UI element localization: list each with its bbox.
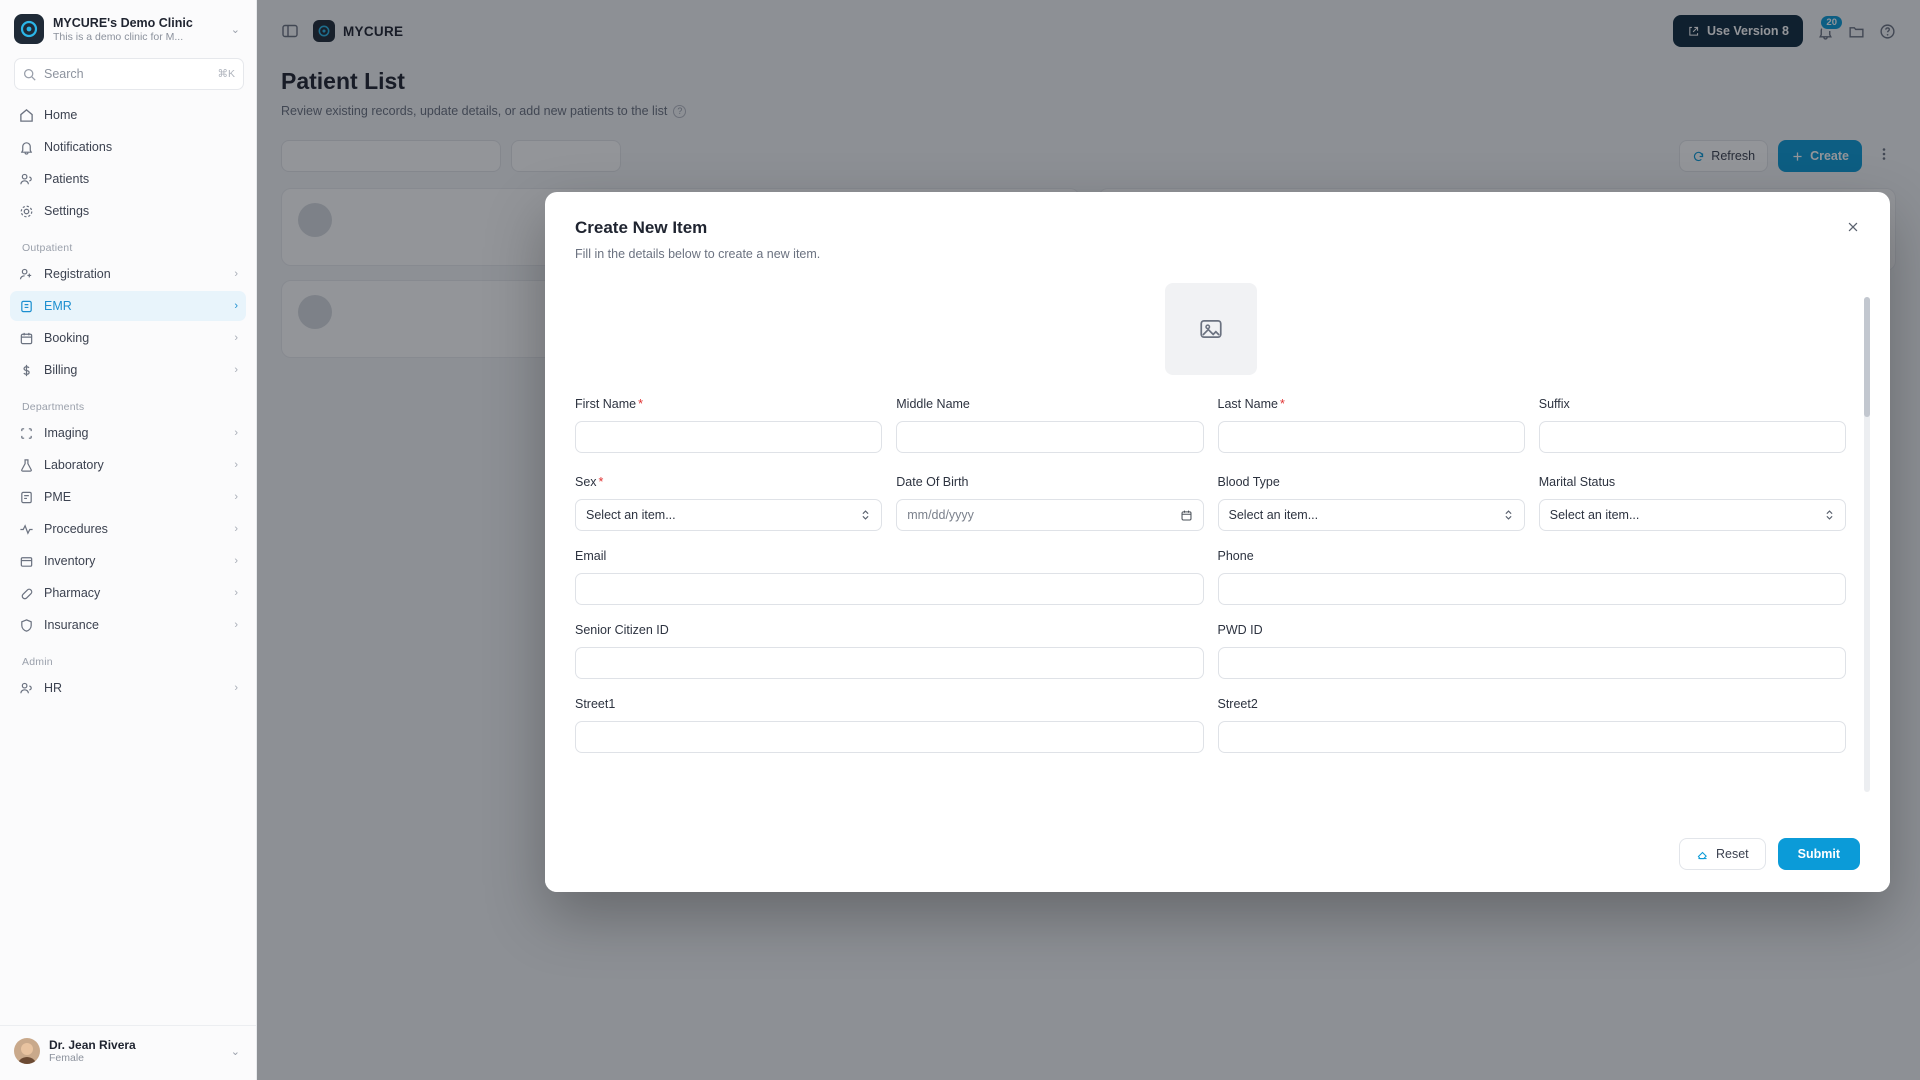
date-of-birth-input[interactable]: [896, 499, 1203, 531]
sidebar-item-home[interactable]: [10, 100, 246, 130]
sidebar-item-label: Laboratory: [44, 458, 104, 472]
dialog-title: Create New Item: [575, 218, 708, 237]
demographics-fields-row: [575, 475, 1846, 531]
field-marital-status: [1539, 475, 1846, 531]
search-placeholder: Search: [44, 67, 84, 81]
field-street1: [575, 697, 1204, 753]
clipped-fields-row: [575, 771, 1846, 781]
sidebar-item-label: Procedures: [44, 522, 108, 536]
dialog-description: Fill in the details below to create a new item.: [575, 247, 821, 261]
field-date-of-birth: [896, 475, 1203, 531]
clinic-logo-icon: [14, 14, 44, 44]
last-name-input[interactable]: [1218, 421, 1525, 453]
address-fields-row: [575, 697, 1846, 753]
suffix-label: Suffix: [1538, 397, 1570, 411]
chevron-updown-icon: ⌄: [230, 23, 240, 36]
sidebar-item-emr[interactable]: [10, 291, 246, 321]
shield-icon: [18, 618, 34, 633]
sidebar-item-label: Booking: [44, 331, 90, 345]
name-fields-row: [575, 397, 1846, 453]
marital-status-label: Marital Status: [1538, 475, 1616, 489]
user-plus-icon: [18, 267, 34, 282]
sidebar-item-booking[interactable]: [10, 323, 246, 353]
dialog-footer: [545, 824, 1890, 892]
sidebar-item-label: Notifications: [44, 140, 113, 154]
pwd-id-input[interactable]: [1218, 647, 1847, 679]
middle-name-label: Middle Name: [896, 397, 970, 411]
box-icon: [18, 554, 34, 569]
calendar-icon[interactable]: [1180, 509, 1193, 522]
user-role: Female: [49, 1052, 85, 1064]
street2-label: Street2: [1217, 697, 1258, 711]
clinic-switcher[interactable]: [0, 0, 256, 54]
sidebar-item-label: Imaging: [44, 426, 89, 440]
contact-fields-row: [575, 549, 1846, 605]
sidebar-item-label: Settings: [44, 204, 90, 218]
sidebar: [0, 0, 257, 1080]
field-first-name: [575, 397, 882, 453]
sidebar-item-imaging[interactable]: [10, 418, 246, 448]
chevron-right-icon: ›: [234, 619, 238, 631]
image-upload-placeholder[interactable]: [1165, 283, 1257, 375]
primary-nav: [0, 100, 256, 705]
sidebar-item-label: HR: [44, 681, 63, 695]
question-icon[interactable]: ?: [673, 105, 686, 118]
sidebar-item-label: Billing: [44, 363, 78, 377]
create-label: Create: [1810, 149, 1849, 163]
chevron-updown-icon: ⌄: [230, 1045, 240, 1058]
app-name: MYCURE: [343, 23, 404, 39]
pill-icon: [18, 586, 34, 601]
reset-button[interactable]: [1679, 838, 1766, 870]
blood-type-label: Blood Type: [1217, 475, 1280, 489]
flask-icon: [18, 458, 34, 473]
sidebar-item-insurance[interactable]: [10, 610, 246, 640]
field-last-name: [1218, 397, 1525, 453]
clipped-label: [1432, 771, 1846, 781]
sidebar-item-hr[interactable]: [10, 673, 246, 703]
sex-select[interactable]: [575, 499, 882, 531]
chevron-right-icon: ›: [234, 427, 238, 439]
senior-citizen-id-input[interactable]: [575, 647, 1204, 679]
street1-label: Street1: [575, 697, 616, 711]
date-of-birth-placeholder: mm/dd/yyyy: [907, 508, 974, 522]
form-scrollbar[interactable]: [1864, 297, 1870, 792]
sidebar-item-procedures[interactable]: [10, 514, 246, 544]
eraser-icon: [1696, 848, 1709, 861]
sidebar-item-label: Inventory: [44, 554, 96, 568]
chevron-right-icon: ›: [234, 332, 238, 344]
field-street2: [1218, 697, 1847, 753]
sidebar-item-label: EMR: [44, 299, 72, 313]
bell-icon: [18, 140, 34, 155]
image-icon: [1198, 316, 1224, 342]
sidebar-item-notifications[interactable]: [10, 132, 246, 162]
chevron-right-icon: ›: [234, 587, 238, 599]
form-scroll-region: [575, 277, 1860, 824]
page-title: Patient List: [281, 68, 405, 94]
date-of-birth-label: Date Of Birth: [896, 475, 969, 489]
chevron-updown-icon: [1824, 508, 1835, 522]
street1-input[interactable]: [575, 721, 1204, 753]
main-content: [257, 0, 1920, 1080]
middle-name-input[interactable]: [896, 421, 1203, 453]
field-middle-name: [896, 397, 1203, 453]
phone-label: Phone: [1217, 549, 1254, 563]
marital-status-select-value: Select an item...: [1549, 508, 1640, 522]
close-icon[interactable]: [1842, 216, 1864, 238]
field-sex: [575, 475, 882, 531]
user-profile-switcher[interactable]: [0, 1025, 256, 1080]
nav-section-outpatient: Outpatient: [22, 242, 73, 254]
scan-icon: [18, 426, 34, 441]
sidebar-item-label: Home: [44, 108, 78, 122]
dialog-header: [545, 192, 1890, 271]
chevron-right-icon: ›: [234, 459, 238, 471]
nav-section-departments: Departments: [22, 401, 85, 413]
chevron-right-icon: ›: [234, 364, 238, 376]
street2-input[interactable]: [1218, 721, 1847, 753]
chevron-updown-icon: [1503, 508, 1514, 522]
sidebar-item-label: Insurance: [44, 618, 99, 632]
blood-type-select-value: Select an item...: [1228, 508, 1319, 522]
search-icon: [23, 68, 36, 81]
clipped-label: [575, 771, 989, 781]
field-email: [575, 549, 1204, 605]
sidebar-item-label: Patients: [44, 172, 90, 186]
marital-status-select[interactable]: [1539, 499, 1846, 531]
field-senior-citizen-id: [575, 623, 1204, 679]
clinic-subtitle: This is a demo clinic for M...: [53, 30, 184, 43]
email-input[interactable]: [575, 573, 1204, 605]
first-name-label: First Name *: [575, 397, 643, 411]
sidebar-item-billing[interactable]: [10, 355, 246, 385]
senior-citizen-id-label: Senior Citizen ID: [575, 623, 669, 637]
calendar-icon: [18, 331, 34, 346]
sidebar-item-pme[interactable]: [10, 482, 246, 512]
dialog-body: [545, 271, 1890, 824]
search-shortcut: ⌘K: [217, 68, 235, 80]
page-subtitle: Review existing records, update details, or add new patients to the list: [281, 104, 668, 118]
user-name: Dr. Jean Rivera: [49, 1038, 136, 1052]
field-suffix: [1539, 397, 1846, 453]
form-icon: [18, 490, 34, 505]
field-blood-type: [1218, 475, 1525, 531]
chevron-right-icon: ›: [234, 523, 238, 535]
sidebar-item-label: PME: [44, 490, 72, 504]
first-name-input[interactable]: [575, 421, 882, 453]
id-fields-row: [575, 623, 1846, 679]
sidebar-item-label: Pharmacy: [44, 586, 101, 600]
create-item-dialog: [545, 192, 1890, 892]
form-scrollbar-thumb[interactable]: [1864, 297, 1870, 417]
notification-count-badge: 20: [1819, 14, 1844, 31]
refresh-label: Refresh: [1711, 149, 1756, 163]
home-icon: [18, 108, 34, 123]
blood-type-select[interactable]: [1218, 499, 1525, 531]
use-version-8-label: Use Version 8: [1707, 24, 1789, 38]
sidebar-item-label: Registration: [44, 267, 111, 281]
clipped-label: [1003, 771, 1417, 781]
suffix-input[interactable]: [1539, 421, 1846, 453]
sex-label: Sex *: [575, 475, 604, 489]
submit-button[interactable]: Submit: [1778, 838, 1860, 870]
field-phone: [1218, 549, 1847, 605]
last-name-label: Last Name *: [1217, 397, 1285, 411]
pwd-id-label: PWD ID: [1217, 623, 1263, 637]
chevron-right-icon: ›: [234, 300, 238, 312]
sidebar-item-laboratory[interactable]: [10, 450, 246, 480]
people-icon: [18, 681, 34, 696]
chevron-right-icon: ›: [234, 491, 238, 503]
sidebar-item-pharmacy[interactable]: [10, 578, 246, 608]
email-label: Email: [575, 549, 607, 563]
clipboard-icon: [18, 299, 34, 314]
users-icon: [18, 172, 34, 187]
sidebar-item-registration[interactable]: [10, 259, 246, 289]
sidebar-item-inventory[interactable]: [10, 546, 246, 576]
reset-label: Reset: [1715, 847, 1749, 861]
chevron-right-icon: ›: [234, 268, 238, 280]
nav-section-admin: Admin: [22, 656, 53, 668]
chevron-right-icon: ›: [234, 682, 238, 694]
clinic-name: MYCURE's Demo Clinic: [53, 15, 193, 30]
chevron-right-icon: ›: [234, 555, 238, 567]
sex-select-value: Select an item...: [586, 508, 676, 522]
avatar: [14, 1038, 40, 1064]
search-input[interactable]: [14, 58, 244, 90]
gear-icon: [18, 204, 34, 219]
chevron-updown-icon: [860, 508, 871, 522]
sidebar-item-settings[interactable]: [10, 196, 246, 226]
phone-input[interactable]: [1218, 573, 1847, 605]
field-pwd-id: [1218, 623, 1847, 679]
sidebar-item-patients[interactable]: [10, 164, 246, 194]
pulse-icon: [18, 522, 34, 537]
dollar-icon: [18, 363, 34, 378]
